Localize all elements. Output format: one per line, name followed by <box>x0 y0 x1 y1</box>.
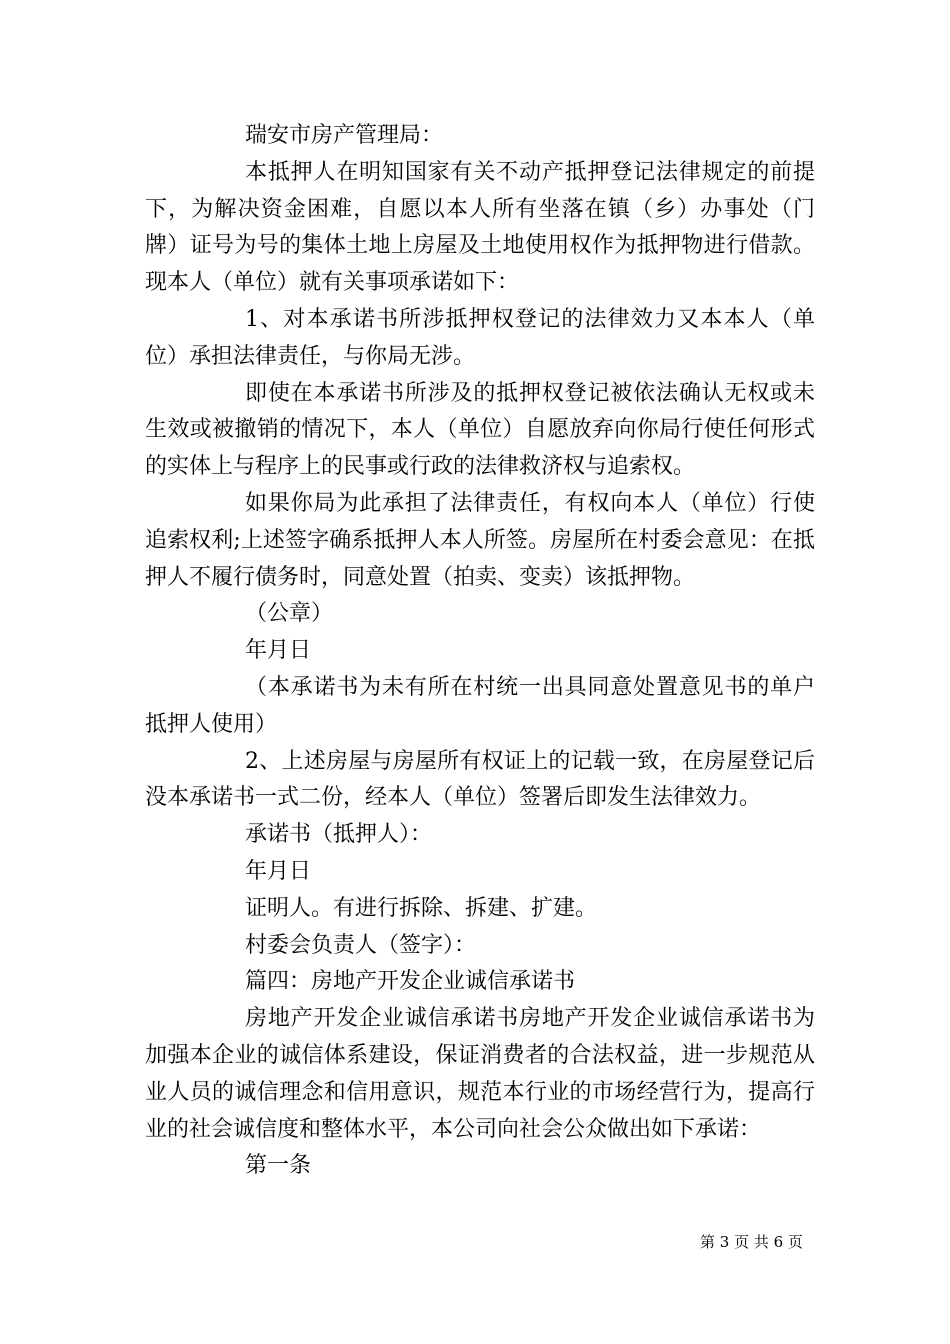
article-heading: 第一条 <box>245 1153 312 1179</box>
paragraph-integrity-pledge: 房地产开发企业诚信承诺书房地产开发企业诚信承诺书为加强本企业的诚信体系建设，保证消费者的合法权益，进一步规范从业人员的诚信理念和信用意识，规范本行业的市场经营行为，提高行业的社会诚信度和整体水平，本公司向社会公众做出如下承诺： <box>145 1006 815 1142</box>
salutation: 瑞安市房产管理局： <box>245 123 444 148</box>
signature-village-committee: 村委会负责人（签字）： <box>245 932 477 958</box>
paragraph-intro: 本抵押人在明知国家有关不动产抵押登记法律规定的前提下，为解决资金困难，自愿以本人所有坐落在镇（乡）办事处（门牌）证号为号的集体土地上房屋及土地使用权作为抵押物进行借款。现本人（单位）就有关事项承诺如下： <box>145 159 815 296</box>
paragraph-waiver: 即使在本承诺书所涉及的抵押权登记被依法确认无权或未生效或被撤销的情况下，本人（单位）自愿放弃向你局行使任何形式的实体上与程序上的民事或行政的法律救济权与追索权。 <box>145 380 815 480</box>
paragraph-item-2: 2、上述房屋与房屋所有权证上的记载一致，在房屋登记后没本承诺书一式二份，经本人（单位）签署后即发生法律效力。 <box>145 748 815 811</box>
official-seal-label: （公章） <box>245 601 334 627</box>
date-line-1: 年月日 <box>245 638 312 664</box>
page-number: 第 3 页 共 6 页 <box>700 1233 803 1251</box>
document-body <box>145 118 815 1185</box>
paragraph-item-1: 1、对本承诺书所涉抵押权登记的法律效力又本本人（单位）承担法律责任，与你局无涉。 <box>145 306 815 369</box>
signature-mortgagor: 承诺书（抵押人）： <box>245 822 433 848</box>
date-line-2: 年月日 <box>245 858 312 884</box>
section-heading: 篇四：房地产开发企业诚信承诺书 <box>245 969 576 995</box>
paragraph-usage-note: （本承诺书为未有所在村统一出具同意处置意见书的单户抵押人使用） <box>145 674 815 737</box>
witness-line: 证明人。有进行拆除、拆建、扩建。 <box>245 895 598 921</box>
paragraph-liability: 如果你局为此承担了法律责任，有权向本人（单位）行使追索权利;上述签字确系抵押人本人所签。房屋所在村委会意见：在抵押人不履行债务时，同意处置（拍卖、变卖）该抵押物。 <box>145 490 815 590</box>
